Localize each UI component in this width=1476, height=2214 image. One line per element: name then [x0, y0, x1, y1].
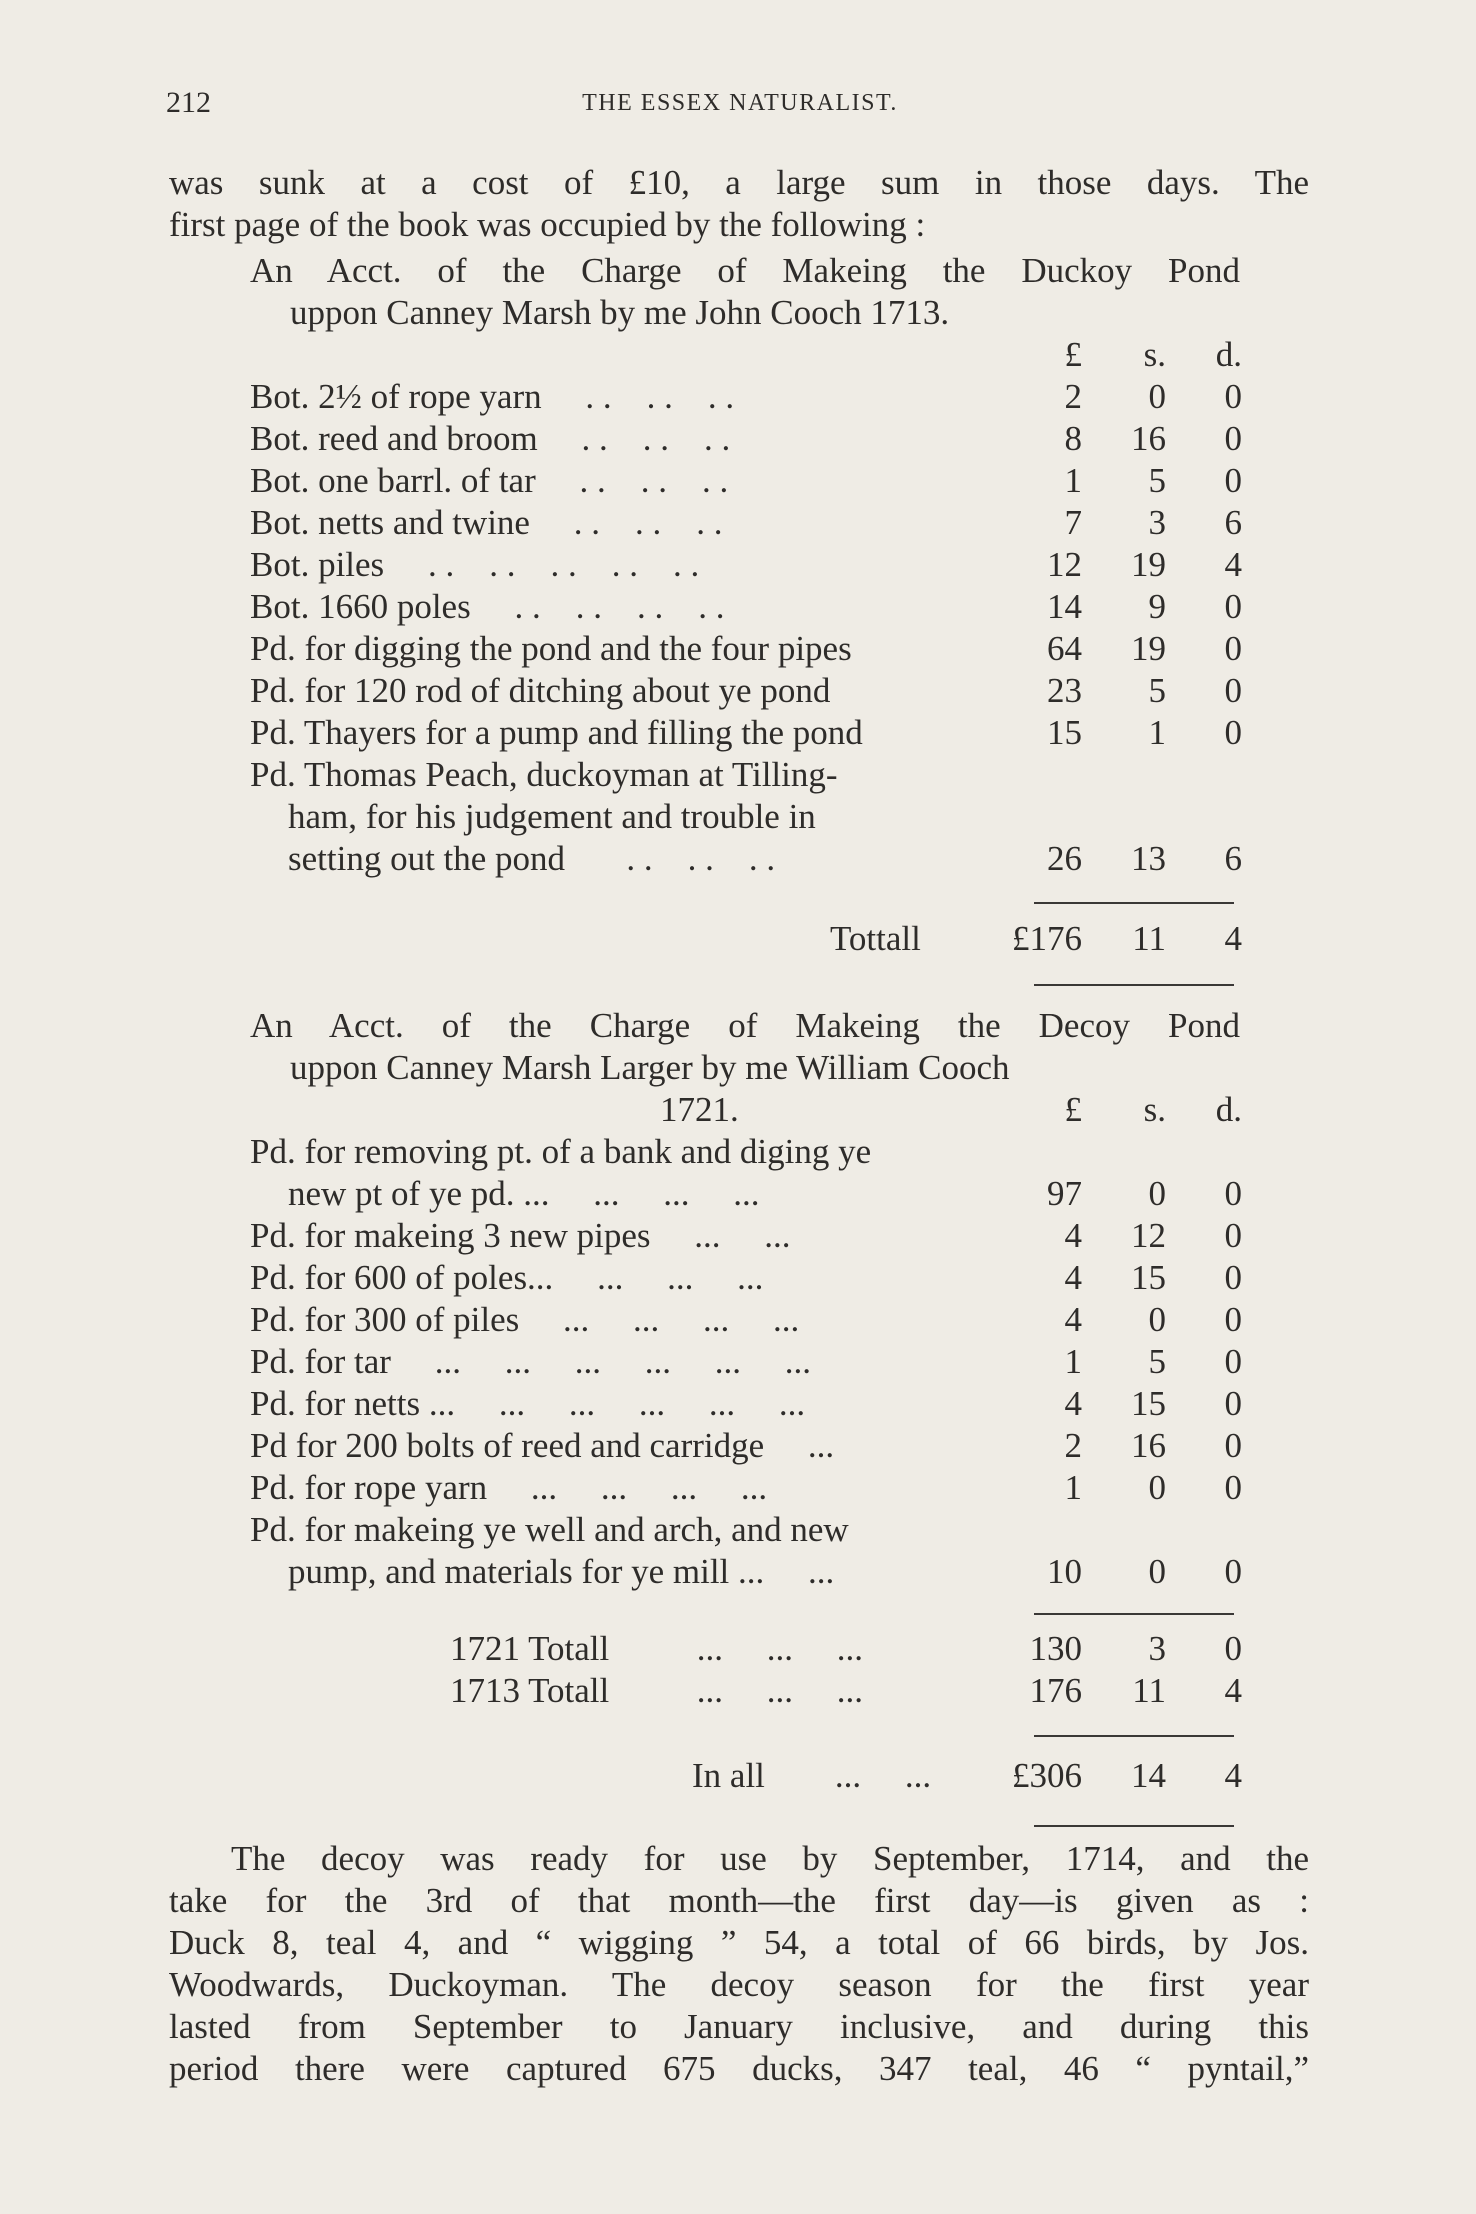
page-number: 212 [166, 86, 211, 119]
account-1721-item-row: Pd for 200 bolts of reed and carridge ... 2 16 0 [250, 1426, 1242, 1465]
account-1721-column-header: 1721. £ s. d. [660, 1090, 1242, 1129]
account-1713-carried-total-row: 1713 Totall ... ... ... 176 11 4 [450, 1671, 1242, 1710]
grand-total-row: In all ... ... £306 14 4 [692, 1756, 1242, 1795]
account-1713-column-header: £ s. d. [1064, 335, 1242, 374]
account-1721-item-row: Pd. for tar ... ... ... ... ... ... 1 5 0 [250, 1342, 1242, 1381]
closing-paragraph: The decoy was ready for use by September, 1714, and the take for the 3rd of that month—the first day—is given as : Duck 8, teal 4, and “ wigging ” 54, a total of 66 birds, by Jos. Woodwards, Duckoyman. The decoy season for the first year lasted from September to January inclusive, and during this period there were captured 675 ducks, 347 teal, 46 “ pyntail,” [169, 1839, 1309, 2088]
account-1713-item-row: Bot. one barrl. of tar . . . . . . 1 5 0 [250, 461, 1242, 500]
running-head: THE ESSEX NATURALIST. [582, 90, 898, 116]
account-1713-item-row: Bot. 2½ of rope yarn . . . . . . 2 0 0 [250, 377, 1242, 416]
grand-total-rule [1034, 1825, 1234, 1827]
account-1721-item-row: Pd. for netts ... ... ... ... ... ... 4 15 0 [250, 1384, 1242, 1423]
account-1721-removing-row: Pd. for removing pt. of a bank and diging ye [250, 1132, 872, 1171]
account-1713-item-row: Bot. 1660 poles . . . . . . . . 14 9 0 [250, 587, 1242, 626]
account-1721-item-row: Pd. for 300 of piles ... ... ... ... 4 0 0 [250, 1300, 1242, 1339]
account-1721-item-row: Pd. for 600 of poles... ... ... ... 4 15 0 [250, 1258, 1242, 1297]
account-1713-item-row: Bot. piles . . . . . . . . . . 12 19 4 [250, 545, 1242, 584]
account-1713-item-row: Bot. reed and broom . . . . . . 8 16 0 [250, 419, 1242, 458]
account-1721-total-row: 1721 Totall ... ... ... 130 3 0 [450, 1629, 1242, 1668]
grand-total-rule [1034, 1735, 1234, 1737]
account-1713-total-row: Tottall £176 11 4 [830, 919, 1242, 958]
account-1721-title: An Acct. of the Charge of Makeing the Decoy Pond uppon Canney Marsh Larger by me William Cooch [250, 1006, 1240, 1087]
subtotal-rule [1034, 902, 1234, 904]
subtotal-rule [1034, 1613, 1234, 1615]
account-1721-removing-row: new pt of ye pd. ... ... ... ... 97 0 0 [288, 1174, 1242, 1213]
intro-paragraph: was sunk at a cost of £10, a large sum in those days. The first page of the book was occupied by the following : [169, 163, 1309, 244]
account-1713-peach-row: ham, for his judgement and trouble in [288, 797, 816, 836]
account-1713-peach-row: Pd. Thomas Peach, duckoyman at Tilling- [250, 755, 838, 794]
account-1721-item-row: Pd. for rope yarn ... ... ... ... 1 0 0 [250, 1468, 1242, 1507]
account-1713-peach-row: setting out the pond . . . . . . 26 13 6 [288, 839, 1242, 878]
page-header [166, 86, 1314, 126]
total-rule [1034, 984, 1234, 986]
account-1721-well-row: pump, and materials for ye mill ... ... 10 0 0 [288, 1552, 1242, 1591]
account-1713-item-row: Pd. for 120 rod of ditching about ye pond 23 5 0 [250, 671, 1242, 710]
account-1713-title: An Acct. of the Charge of Makeing the Duckoy Pond uppon Canney Marsh by me John Cooch 1713. [250, 251, 1240, 332]
account-1721-item-row: Pd. for makeing 3 new pipes ... ... 4 12 0 [250, 1216, 1242, 1255]
account-1713-item-row: Pd. for digging the pond and the four pipes 64 19 0 [250, 629, 1242, 668]
account-1713-item-row: Pd. Thayers for a pump and filling the pond 15 1 0 [250, 713, 1242, 752]
account-1713-item-row: Bot. netts and twine . . . . . . 7 3 6 [250, 503, 1242, 542]
account-1721-well-row: Pd. for makeing ye well and arch, and new [250, 1510, 849, 1549]
